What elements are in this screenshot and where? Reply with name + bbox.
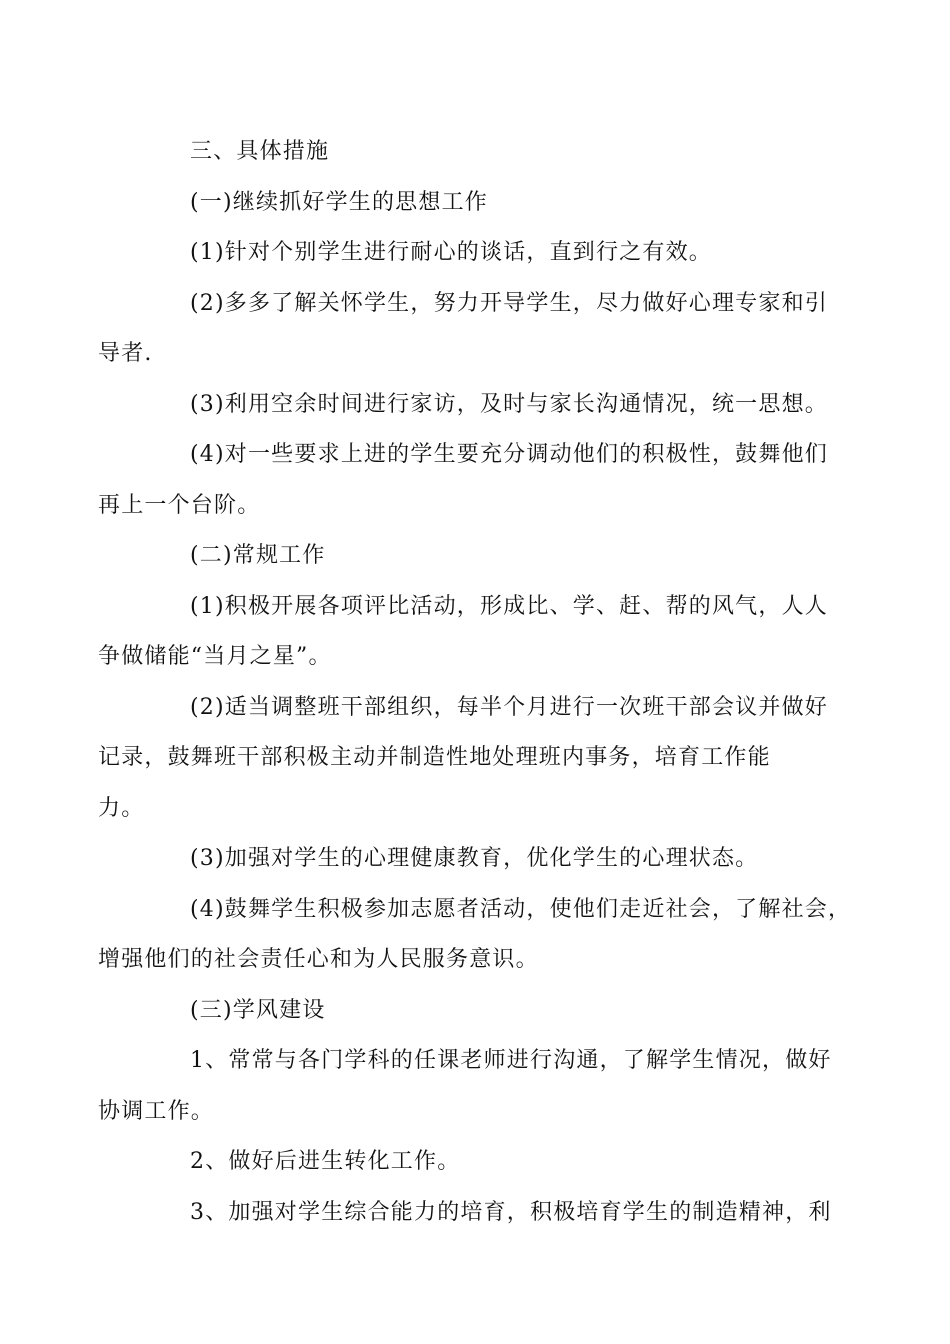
paragraph-first-line: (1)针对个别学生进行耐心的谈话，直到行之有效。 — [190, 240, 712, 265]
paragraph-first-line: 2、做好后进生转化工作。 — [190, 1149, 461, 1174]
paragraph-continuation-line: 协调工作。 — [98, 1098, 215, 1124]
paragraph — [144, 1137, 814, 1188]
paragraph — [144, 228, 814, 279]
paragraph-continuation-line: 力。 — [98, 795, 145, 821]
paragraph-first-line: (2)适当调整班干部组织，每半个月进行一次班干部会议并做好 — [190, 694, 828, 720]
paragraph-first-line: (3)加强对学生的心理健康教育，优化学生的心理状态。 — [190, 846, 759, 871]
paragraph-continuation-line: 导者. — [98, 341, 153, 366]
paragraph — [98, 1036, 832, 1137]
paragraph-first-line: (3)利用空余时间进行家访，及时与家长沟通情况，统一思想。 — [190, 391, 828, 417]
paragraph-continuation-line: 增强他们的社会责任心和为人民服务意识。 — [98, 947, 539, 972]
paragraph-first-line: (一)继续抓好学生的思想工作 — [190, 189, 488, 215]
paragraph — [98, 582, 828, 683]
paragraph-continuation-line: 争做储能“当月之星”。 — [98, 644, 332, 669]
paragraph — [98, 885, 852, 986]
paragraph — [144, 178, 814, 229]
paragraph — [98, 279, 828, 380]
paragraph-first-line: 3、加强对学生综合能力的培育，积极培育学生的制造精神，利 — [190, 1199, 832, 1225]
paragraph — [144, 834, 814, 885]
paragraph-first-line: (二)常规工作 — [190, 543, 326, 568]
paragraph-first-line: (1)积极开展各项评比活动，形成比、学、赶、帮的风气，人人 — [190, 593, 828, 619]
document-body — [98, 127, 852, 1238]
paragraph-continuation-line: 再上一个台阶。 — [98, 492, 261, 518]
paragraph — [144, 127, 814, 178]
paragraph-first-line: (三)学风建设 — [190, 997, 326, 1023]
paragraph — [144, 380, 828, 431]
paragraph-first-line: (4)对一些要求上进的学生要充分调动他们的积极性，鼓舞他们 — [190, 442, 828, 467]
paragraph-first-line: 三、具体措施 — [190, 139, 330, 164]
paragraph-first-line: (4)鼓舞学生积极参加志愿者活动，使他们走近社会，了解社会， — [190, 896, 852, 922]
paragraph — [144, 986, 814, 1037]
paragraph — [98, 683, 828, 835]
paragraph — [98, 430, 828, 531]
paragraph — [144, 1188, 832, 1239]
paragraph-continuation-line: 记录，鼓舞班干部积极主动并制造性地处理班内事务，培育工作能 — [98, 745, 771, 770]
paragraph — [144, 531, 814, 582]
paragraph-first-line: 1、常常与各门学科的任课老师进行沟通，了解学生情况，做好 — [190, 1048, 832, 1073]
paragraph-first-line: (2)多多了解关怀学生，努力开导学生，尽力做好心理专家和引 — [190, 290, 828, 316]
